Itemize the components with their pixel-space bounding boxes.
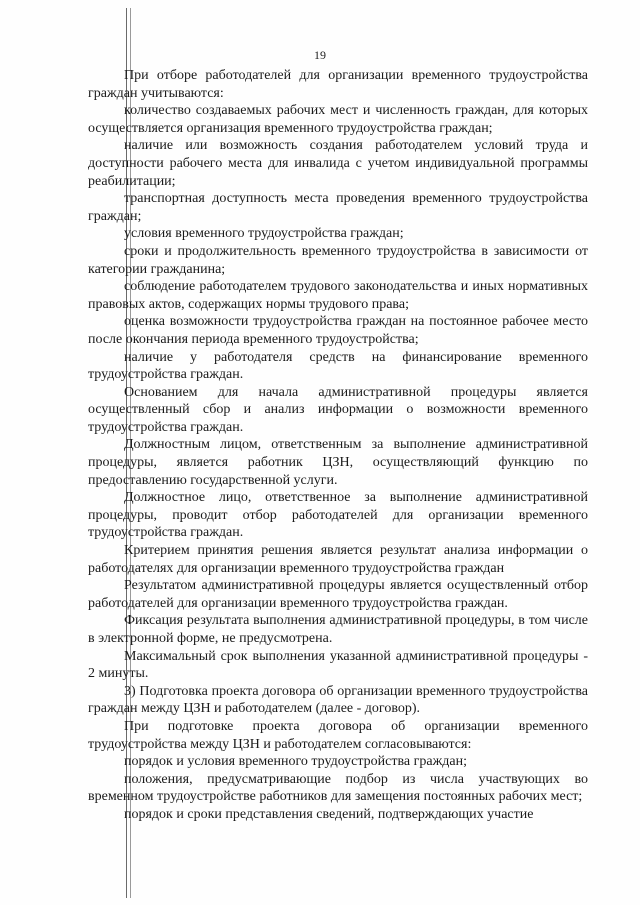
paragraph: порядок и условия временного трудоустройства граждан; xyxy=(124,754,467,770)
document-body xyxy=(88,67,588,824)
paragraph: наличие у работодателя средств на финансирование временного трудоустройства граждан. xyxy=(88,349,588,383)
paragraph: Результатом административной процедуры является осуществленный отбор работодателей для организации временного трудоустройства граждан. xyxy=(88,578,588,611)
paragraph: условия временного трудоустройства граждан; xyxy=(124,226,404,242)
paragraph: Фиксация результата выполнения административной процедуры, в том числе в электронной форме, не предусмотрена. xyxy=(88,613,588,646)
paragraph: транспортная доступность места проведения временного трудоустройства граждан; xyxy=(88,191,588,224)
paragraph: Должностным лицом, ответственным за выполнение административной процедуры, является работник ЦЗН, осуществляющий функцию по предоставлению государственной услуги. xyxy=(88,437,588,488)
page-number: 19 xyxy=(314,48,326,62)
paragraph: сроки и продолжительность временного трудоустройства в зависимости от категории гражданина; xyxy=(88,243,588,277)
paragraph: оценка возможности трудоустройства граждан на постоянное рабочее место после окончания периода временного трудоустройства; xyxy=(88,314,588,347)
paragraph: При подготовке проекта договора об организации временного трудоустройства между ЦЗН и работодателем согласовываются: xyxy=(88,718,588,752)
paragraph: наличие или возможность создания работодателем условий труда и доступности рабочего места для инвалида с учетом индивидуальной программы реабилитации; xyxy=(88,138,588,189)
paragraph: количество создаваемых рабочих мест и численность граждан, для которых осуществляется организация временного трудоустройства граждан; xyxy=(88,103,588,136)
paragraph: 3) Подготовка проекта договора об организации временного трудоустройства граждан между ЦЗН и работодателем (далее - договор). xyxy=(88,683,588,717)
paragraph: При отборе работодателей для организации временного трудоустройства граждан учитываются: xyxy=(88,68,588,101)
paragraph: Должностное лицо, ответственное за выполнение административной процедуры, проводит отбор работодателей для организации временного трудоустройства граждан. xyxy=(88,490,588,541)
paragraph: Максимальный срок выполнения указанной административной процедуры - 2 минуты. xyxy=(88,648,588,682)
paragraph: положения, предусматривающие подбор из числа участвующих во временном трудоустройстве работников для замещения постоянных рабочих мест; xyxy=(88,771,588,805)
paragraph: Критерием принятия решения является результат анализа информации о работодателях для организации временного трудоустройства граждан xyxy=(88,543,588,576)
paragraph: Основанием для начала административной процедуры является осуществленный сбор и анализ информации о возможности временного трудоустройства граждан. xyxy=(88,384,588,435)
paragraph: соблюдение работодателем трудового законодательства и иных нормативных правовых актов, содержащих нормы трудового права; xyxy=(88,279,588,312)
paragraph: порядок и сроки представления сведений, подтверждающих участие xyxy=(124,806,534,822)
